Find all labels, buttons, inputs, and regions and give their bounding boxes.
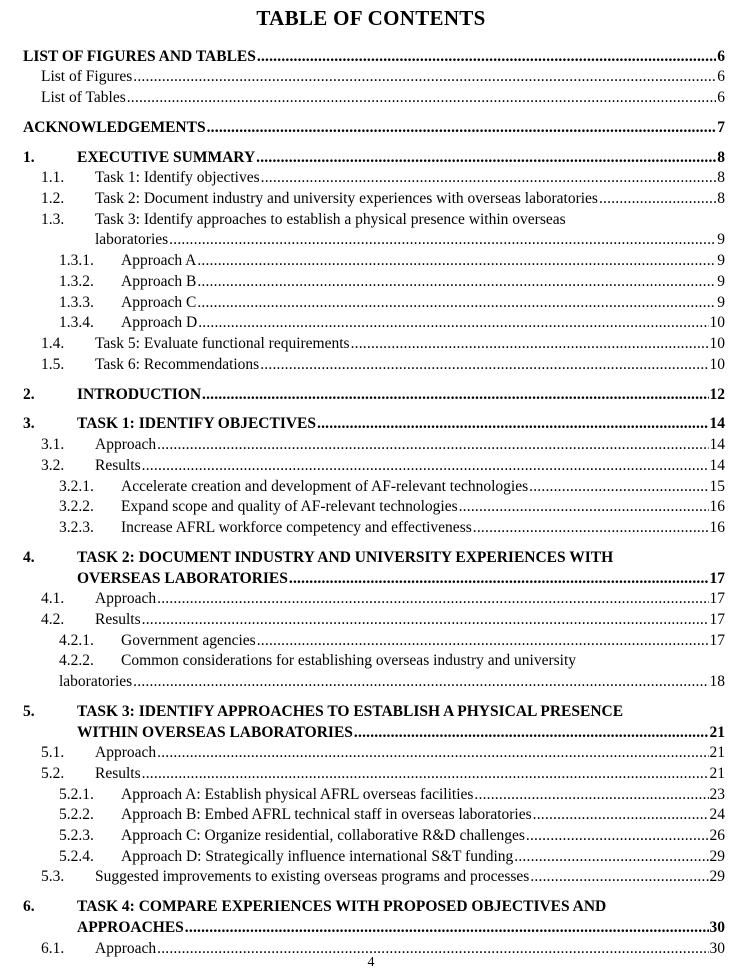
dot-leader — [533, 804, 709, 825]
dot-leader — [473, 517, 709, 538]
dot-leader — [354, 722, 709, 743]
toc-entry-5-2-1[interactable] — [0, 784, 742, 805]
toc-entry-body — [121, 292, 725, 313]
toc-entry-body — [95, 333, 725, 354]
dot-leader — [133, 66, 716, 87]
toc-entry-text: WITHIN OVERSEAS LABORATORIES — [77, 724, 353, 741]
toc-entry-text: Government agencies — [121, 632, 256, 649]
toc-entry-body — [59, 671, 725, 692]
toc-entry-text: OVERSEAS LABORATORIES — [77, 570, 288, 587]
dot-leader — [197, 250, 716, 271]
dot-leader — [459, 496, 709, 517]
toc-entry-number: 4.2.1. — [59, 632, 94, 649]
toc-page-number: 24 — [709, 806, 725, 823]
toc-page-number: 16 — [709, 498, 725, 515]
toc-entry-text: Suggested improvements to existing overseas programs and processes — [95, 868, 530, 885]
toc-entry-number: 1.3. — [41, 211, 65, 228]
toc-entry-text-line1: TASK 2: DOCUMENT INDUSTRY AND UNIVERSITY EXPERIENCES WITH — [77, 549, 614, 566]
toc-entry-body — [121, 630, 725, 651]
toc-page-number: 14 — [709, 457, 725, 474]
dot-leader — [529, 476, 708, 497]
page-footer-number: 4 — [367, 955, 375, 970]
toc-entry-number: 1.4. — [41, 335, 65, 352]
toc-page-number: 14 — [709, 415, 725, 432]
toc-entry-number: 6. — [23, 898, 35, 915]
toc-entry-number: 4. — [23, 549, 35, 566]
toc-entry-body — [23, 117, 725, 138]
toc-page-number: 8 — [717, 169, 725, 186]
toc-entry-list-of-figures[interactable] — [0, 66, 742, 87]
toc-entry-text: laboratories — [59, 673, 133, 690]
toc-entry-text: Approach B — [121, 273, 197, 290]
toc-entry-body — [121, 476, 725, 497]
toc-entry-number: 4.1. — [41, 590, 65, 607]
toc-page-number: 17 — [709, 570, 725, 587]
toc-entry-text: Approach C — [121, 294, 197, 311]
dot-leader — [261, 167, 717, 188]
toc-entry-5-3[interactable] — [0, 866, 742, 887]
toc-page-number: 21 — [709, 765, 725, 782]
toc-entry-text-line1: Common considerations for establishing overseas industry and university — [121, 652, 577, 669]
toc-entry-1-3-4[interactable] — [0, 312, 742, 333]
toc-page-number: 29 — [709, 868, 725, 885]
toc-page-number: 18 — [709, 673, 725, 690]
toc-entry-1-2[interactable] — [0, 188, 742, 209]
dot-leader — [133, 671, 708, 692]
toc-page-number: 15 — [709, 478, 725, 495]
toc-entry-number: 3.2.3. — [59, 519, 94, 536]
dot-leader — [198, 312, 708, 333]
dot-leader — [185, 917, 709, 938]
dot-leader — [157, 434, 708, 455]
toc-page-number: 21 — [709, 724, 725, 741]
dot-leader — [526, 825, 709, 846]
toc-entry-text: Task 6: Recommendations — [95, 356, 260, 373]
toc-entry-text: Results — [95, 765, 141, 782]
toc-entry-body — [95, 188, 725, 209]
dot-leader — [169, 229, 716, 250]
toc-entry-5-2-2[interactable] — [0, 804, 742, 825]
toc-entry-body — [95, 229, 725, 250]
dot-leader — [157, 588, 708, 609]
toc-entry-text: Approach — [95, 436, 157, 453]
toc-page-number: 14 — [709, 436, 725, 453]
toc-page-number: 9 — [717, 294, 725, 311]
toc-entry-body — [121, 825, 725, 846]
toc-entry-text: INTRODUCTION — [77, 386, 202, 403]
toc-entry-number: 5.2.2. — [59, 806, 94, 823]
toc-page-number: 17 — [709, 632, 725, 649]
toc-entry-body — [95, 588, 725, 609]
toc-entry-text: laboratories — [95, 231, 169, 248]
toc-entry-text: Expand scope and quality of AF-relevant technologies — [121, 498, 458, 515]
toc-entry-text: TASK 1: IDENTIFY OBJECTIVES — [77, 415, 317, 432]
toc-entry-body — [95, 455, 725, 476]
toc-entry-text: Approach A: Establish physical AFRL overseas facilities — [121, 786, 474, 803]
dot-leader — [351, 333, 709, 354]
toc-entry-text: Approach — [95, 744, 157, 761]
toc-entry-1-1[interactable] — [0, 167, 742, 188]
toc-entry-3-2-3[interactable] — [0, 517, 742, 538]
toc-entry-section-6-continued[interactable] — [0, 917, 742, 938]
toc-entry-1-3-1[interactable] — [0, 250, 742, 271]
toc-entry-4-2-2[interactable] — [0, 650, 742, 671]
toc-entry-number: 1.3.1. — [59, 252, 94, 269]
toc-page-number: 30 — [709, 940, 725, 957]
toc-page-number: 23 — [709, 786, 725, 803]
toc-entry-section-4[interactable] — [0, 547, 742, 568]
toc-page-number: 12 — [709, 386, 725, 403]
toc-entry-1-3-3[interactable] — [0, 292, 742, 313]
toc-entry-body — [77, 722, 725, 743]
toc-entry-number: 1.5. — [41, 356, 65, 373]
toc-page-number: 16 — [709, 519, 725, 536]
toc-page-number: 9 — [717, 252, 725, 269]
toc-entry-number: 4.2.2. — [59, 652, 94, 669]
toc-entry-text: Results — [95, 611, 141, 628]
toc-entry-body — [95, 167, 725, 188]
toc-page-number: 30 — [709, 919, 725, 936]
toc-entry-text: List of Figures — [41, 68, 133, 85]
toc-entry-body — [121, 250, 725, 271]
toc-entry-3-2-1[interactable] — [0, 476, 742, 497]
dot-leader — [142, 609, 709, 630]
toc-entry-1-3-2[interactable] — [0, 271, 742, 292]
toc-entry-body — [77, 413, 725, 434]
toc-entry-4-1[interactable] — [0, 588, 742, 609]
toc-entry-text: Accelerate creation and development of AF-relevant technologies — [121, 478, 529, 495]
toc-entry-text: LIST OF FIGURES AND TABLES — [23, 48, 256, 65]
toc-entry-text-line1: TASK 4: COMPARE EXPERIENCES WITH PROPOSED OBJECTIVES AND — [77, 898, 607, 915]
toc-entry-body — [95, 763, 725, 784]
toc-entry-number: 5.2.4. — [59, 848, 94, 865]
toc-entry-acknowledgements[interactable] — [0, 117, 742, 138]
toc-entry-number: 5. — [23, 703, 35, 720]
toc-entry-body — [121, 496, 725, 517]
toc-entry-1-3[interactable] — [0, 209, 742, 230]
toc-entry-5-2-3[interactable] — [0, 825, 742, 846]
toc-page-number: 6 — [717, 68, 725, 85]
toc-entry-number: 5.2.1. — [59, 786, 94, 803]
toc-entry-5-2[interactable] — [0, 763, 742, 784]
toc-page-number: 10 — [709, 356, 725, 373]
toc-entry-text: Results — [95, 457, 141, 474]
toc-entry-text: Increase AFRL workforce competency and effectiveness — [121, 519, 472, 536]
toc-entry-body — [95, 866, 725, 887]
toc-entry-text: EXECUTIVE SUMMARY — [77, 149, 256, 166]
toc-entry-number: 1.3.3. — [59, 294, 94, 311]
toc-entry-text: Approach — [95, 590, 157, 607]
toc-entry-number: 5.2. — [41, 765, 65, 782]
toc-entry-section-2[interactable] — [0, 384, 742, 405]
toc-entry-body — [41, 87, 725, 108]
toc-entry-number: 1.3.4. — [59, 314, 94, 331]
toc-entry-5-2-4[interactable] — [0, 846, 742, 867]
toc-entry-4-2-1[interactable] — [0, 630, 742, 651]
toc-entry-list-of-tables[interactable] — [0, 87, 742, 108]
dot-leader — [157, 742, 708, 763]
toc-entry-number: 3.1. — [41, 436, 65, 453]
dot-leader — [257, 630, 709, 651]
toc-page-number: 17 — [709, 611, 725, 628]
page-title: TABLE OF CONTENTS — [256, 6, 486, 30]
dot-leader — [257, 46, 716, 67]
toc-entry-text: Approach A — [121, 252, 197, 269]
toc-entry-body — [95, 742, 725, 763]
toc-entry-body — [121, 271, 725, 292]
toc-entry-body — [95, 609, 725, 630]
toc-entry-number: 5.2.3. — [59, 827, 94, 844]
toc-entry-body — [77, 917, 725, 938]
toc-entry-text: Task 5: Evaluate functional requirements — [95, 335, 350, 352]
toc-page-number: 6 — [717, 48, 725, 65]
dot-leader — [514, 846, 708, 867]
toc-entry-1-3-continued[interactable] — [0, 229, 742, 250]
toc-page-number: 21 — [709, 744, 725, 761]
toc-page-number: 9 — [717, 273, 725, 290]
dot-leader — [256, 147, 716, 168]
dot-leader — [260, 354, 708, 375]
toc-entry-text: Task 1: Identify objectives — [95, 169, 260, 186]
toc-page-number: 10 — [709, 335, 725, 352]
toc-page-number: 26 — [709, 827, 725, 844]
toc-entry-body — [121, 784, 725, 805]
toc-entry-text: ACKNOWLEDGEMENTS — [23, 119, 206, 136]
toc-entry-number: 1. — [23, 149, 35, 166]
toc-entry-number: 3.2. — [41, 457, 65, 474]
toc-entry-body — [121, 846, 725, 867]
toc-entry-text: Task 2: Document industry and university experiences with overseas laboratories — [95, 190, 598, 207]
toc-entry-5-1[interactable] — [0, 742, 742, 763]
toc-entry-number: 5.3. — [41, 868, 65, 885]
toc-entry-3-1[interactable] — [0, 434, 742, 455]
toc-entry-number: 6.1. — [41, 940, 65, 957]
toc-entry-body — [95, 434, 725, 455]
toc-entry-number: 3.2.1. — [59, 478, 94, 495]
toc-entry-number: 2. — [23, 386, 35, 403]
dot-leader — [530, 866, 708, 887]
toc-entry-1-4[interactable] — [0, 333, 742, 354]
toc-entry-text: Approach C: Organize residential, collaborative R&D challenges — [121, 827, 525, 844]
dot-leader — [197, 271, 716, 292]
toc-entry-1-5[interactable] — [0, 354, 742, 375]
toc-page-number: 8 — [717, 149, 725, 166]
toc-entry-section-4-continued[interactable] — [0, 568, 742, 589]
toc-entry-text: Approach D — [121, 314, 198, 331]
toc-page-number: 7 — [717, 119, 725, 136]
dot-leader — [202, 384, 708, 405]
toc-entry-number: 1.3.2. — [59, 273, 94, 290]
toc-entry-number: 3.2.2. — [59, 498, 94, 515]
dot-leader — [474, 784, 708, 805]
toc-entry-body — [41, 66, 725, 87]
toc-entry-text-line1: Task 3: Identify approaches to establish a physical presence within overseas — [95, 211, 566, 228]
toc-entry-number: 4.2. — [41, 611, 65, 628]
toc-entry-3-2[interactable] — [0, 455, 742, 476]
toc-entry-4-2-2-continued[interactable] — [0, 671, 742, 692]
dot-leader — [599, 188, 716, 209]
toc-page-number: 6 — [717, 89, 725, 106]
toc-entry-section-5[interactable] — [0, 701, 742, 722]
toc-entry-text: Approach B: Embed AFRL technical staff in overseas laboratories — [121, 806, 532, 823]
toc-entry-number: 3. — [23, 415, 35, 432]
toc-entry-list-of-figures-and-tables[interactable] — [0, 46, 742, 67]
toc-entry-text-line1: TASK 3: IDENTIFY APPROACHES TO ESTABLISH A PHYSICAL PRESENCE — [77, 703, 624, 720]
toc-entry-number: 5.1. — [41, 744, 65, 761]
toc-entry-section-6[interactable] — [0, 896, 742, 917]
toc-entry-body — [121, 312, 725, 333]
dot-leader — [197, 292, 716, 313]
dot-leader — [142, 455, 709, 476]
toc-entry-text: Approach — [95, 940, 157, 957]
toc-page-number: 17 — [709, 590, 725, 607]
toc-entry-body — [95, 354, 725, 375]
toc-page-number: 8 — [717, 190, 725, 207]
toc-page-number: 9 — [717, 231, 725, 248]
toc-entry-body — [77, 147, 725, 168]
toc-page-number: 29 — [709, 848, 725, 865]
toc-entry-4-2[interactable] — [0, 609, 742, 630]
dot-leader — [207, 117, 717, 138]
dot-leader — [127, 87, 717, 108]
dot-leader — [142, 763, 709, 784]
toc-entry-text: Approach D: Strategically influence international S&T funding — [121, 848, 514, 865]
toc-entry-3-2-2[interactable] — [0, 496, 742, 517]
toc-page-number: 10 — [709, 314, 725, 331]
toc-entry-body — [77, 568, 725, 589]
toc-entry-text: List of Tables — [41, 89, 126, 106]
toc-entry-section-5-continued[interactable] — [0, 722, 742, 743]
toc-entry-number: 1.2. — [41, 190, 65, 207]
toc-entry-body — [77, 384, 725, 405]
dot-leader — [317, 413, 708, 434]
toc-entry-number: 1.1. — [41, 169, 65, 186]
toc-entry-body — [121, 804, 725, 825]
toc-entry-body — [23, 46, 725, 67]
toc-entry-section-3[interactable] — [0, 413, 742, 434]
toc-entry-text: APPROACHES — [77, 919, 184, 936]
dot-leader — [289, 568, 709, 589]
toc-entry-section-1[interactable] — [0, 147, 742, 168]
toc-entry-body — [121, 517, 725, 538]
